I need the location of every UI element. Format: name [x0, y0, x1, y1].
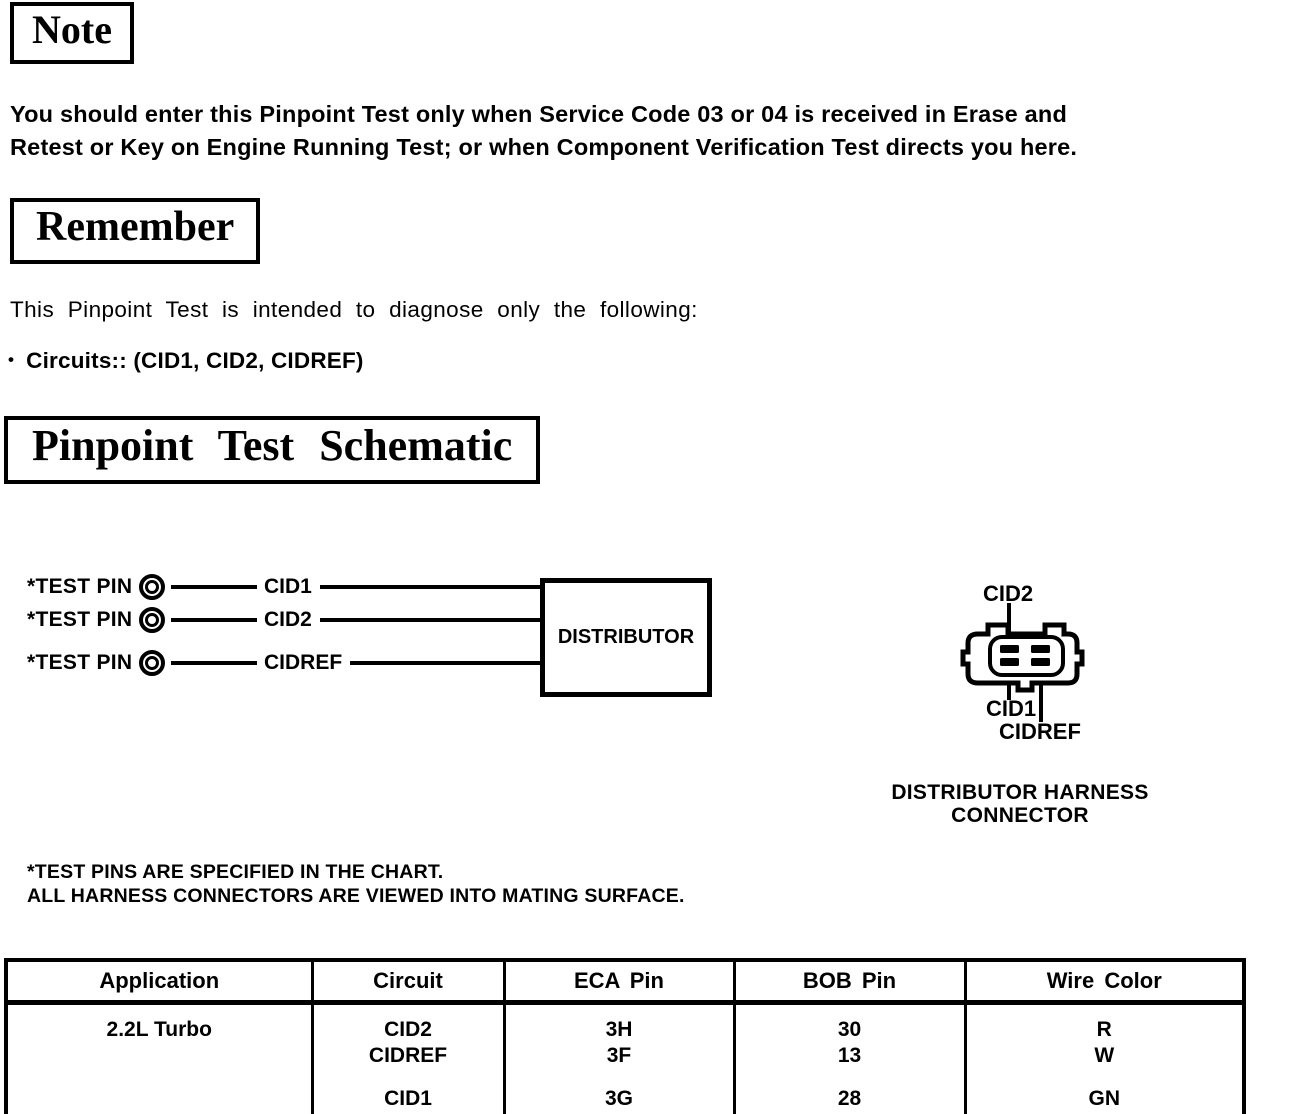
wire-line — [320, 585, 545, 589]
note-paragraph-line2: Retest or Key on Engine Running Test; or when Component Verification Test directs you here. — [10, 134, 1078, 160]
distributor-box — [540, 578, 712, 697]
footnote-line1: *TEST PINS ARE SPECIFIED IN THE CHART. — [27, 861, 444, 883]
bob-pin-value: 28 — [837, 1087, 862, 1110]
wire-color-value: GN — [1088, 1087, 1120, 1110]
circuits-bullet-text: Circuits:: (CID1, CID2, CIDREF) — [26, 348, 364, 373]
wire-color-cell — [965, 1003, 1244, 1114]
circuit-label-cid1: CID1 — [264, 575, 312, 598]
bullet-icon: • — [8, 350, 15, 369]
connector-caption-line1: DISTRIBUTOR HARNESS — [891, 781, 1149, 804]
header-circuit: Circuit — [312, 960, 504, 1003]
test-pin-icon — [139, 607, 165, 633]
wire-color-value: R — [1096, 1018, 1112, 1041]
test-pin-label: *TEST PIN — [27, 608, 133, 631]
test-pin-icon — [139, 650, 165, 676]
bob-pin-cell — [734, 1003, 965, 1114]
application-value: 2.2L Turbo — [106, 1018, 212, 1041]
wire-line — [320, 618, 545, 622]
eca-pin-value: 3H — [605, 1018, 633, 1041]
eca-pin-cell — [504, 1003, 734, 1114]
wire-line — [171, 618, 257, 622]
test-pin-label: *TEST PIN — [27, 651, 133, 674]
schematic-row-cid1 — [27, 572, 545, 602]
note-heading: Note — [32, 7, 112, 52]
test-pin-label: *TEST PIN — [27, 575, 133, 598]
remember-heading: Remember — [36, 204, 235, 250]
footnote — [27, 860, 685, 908]
distributor-label: DISTRIBUTOR — [557, 626, 695, 648]
table-row — [6, 1003, 1244, 1114]
connector-caption — [870, 781, 1170, 827]
schematic-row-cidref — [27, 648, 545, 678]
diagnose-intro: This Pinpoint Test is intended to diagnose only the following: — [10, 297, 698, 322]
wire-line — [171, 661, 257, 665]
schematic-row-cid2 — [27, 605, 545, 635]
note-paragraph-line1: You should enter this Pinpoint Test only when Service Code 03 or 04 is received in Erase and — [10, 101, 1068, 127]
header-wire-color: Wire Color — [965, 960, 1244, 1003]
wire-line — [171, 585, 257, 589]
header-bob-pin: BOB Pin — [734, 960, 965, 1003]
header-eca-pin: ECA Pin — [504, 960, 734, 1003]
table-header-row — [6, 960, 1244, 1003]
test-pin-icon — [139, 574, 165, 600]
footnote-line2: ALL HARNESS CONNECTORS ARE VIEWED INTO MATING SURFACE. — [27, 885, 685, 907]
connector-pin-label-cidref: CIDREF — [999, 719, 1081, 744]
schematic-heading: Pinpoint Test Schematic — [32, 421, 513, 470]
circuit-value: CIDREF — [368, 1044, 448, 1067]
schematic-heading-box — [4, 416, 540, 484]
note-paragraph — [10, 98, 1077, 164]
bob-pin-value: 13 — [837, 1044, 862, 1067]
connector-caption-line2: CONNECTOR — [951, 804, 1089, 827]
application-cell — [6, 1003, 312, 1114]
remember-box — [10, 198, 260, 264]
connector-pin-label-cid1: CID1 — [986, 696, 1037, 721]
note-box — [10, 2, 134, 64]
pinout-table — [4, 958, 1246, 1114]
eca-pin-value: 3F — [606, 1044, 632, 1067]
circuit-value: CID1 — [384, 1087, 432, 1110]
wire-color-value: W — [1094, 1044, 1115, 1067]
circuits-bullet — [8, 348, 364, 374]
bob-pin-value: 30 — [837, 1018, 862, 1041]
eca-pin-value: 3G — [604, 1087, 633, 1110]
connector-pin-label-cid2: CID2 — [983, 581, 1034, 606]
header-application: Application — [6, 960, 312, 1003]
circuit-label-cid2: CID2 — [264, 608, 312, 631]
circuit-cell — [312, 1003, 504, 1114]
circuit-label-cidref: CIDREF — [264, 651, 343, 674]
wire-line — [350, 661, 545, 665]
circuit-value: CID2 — [384, 1018, 432, 1041]
